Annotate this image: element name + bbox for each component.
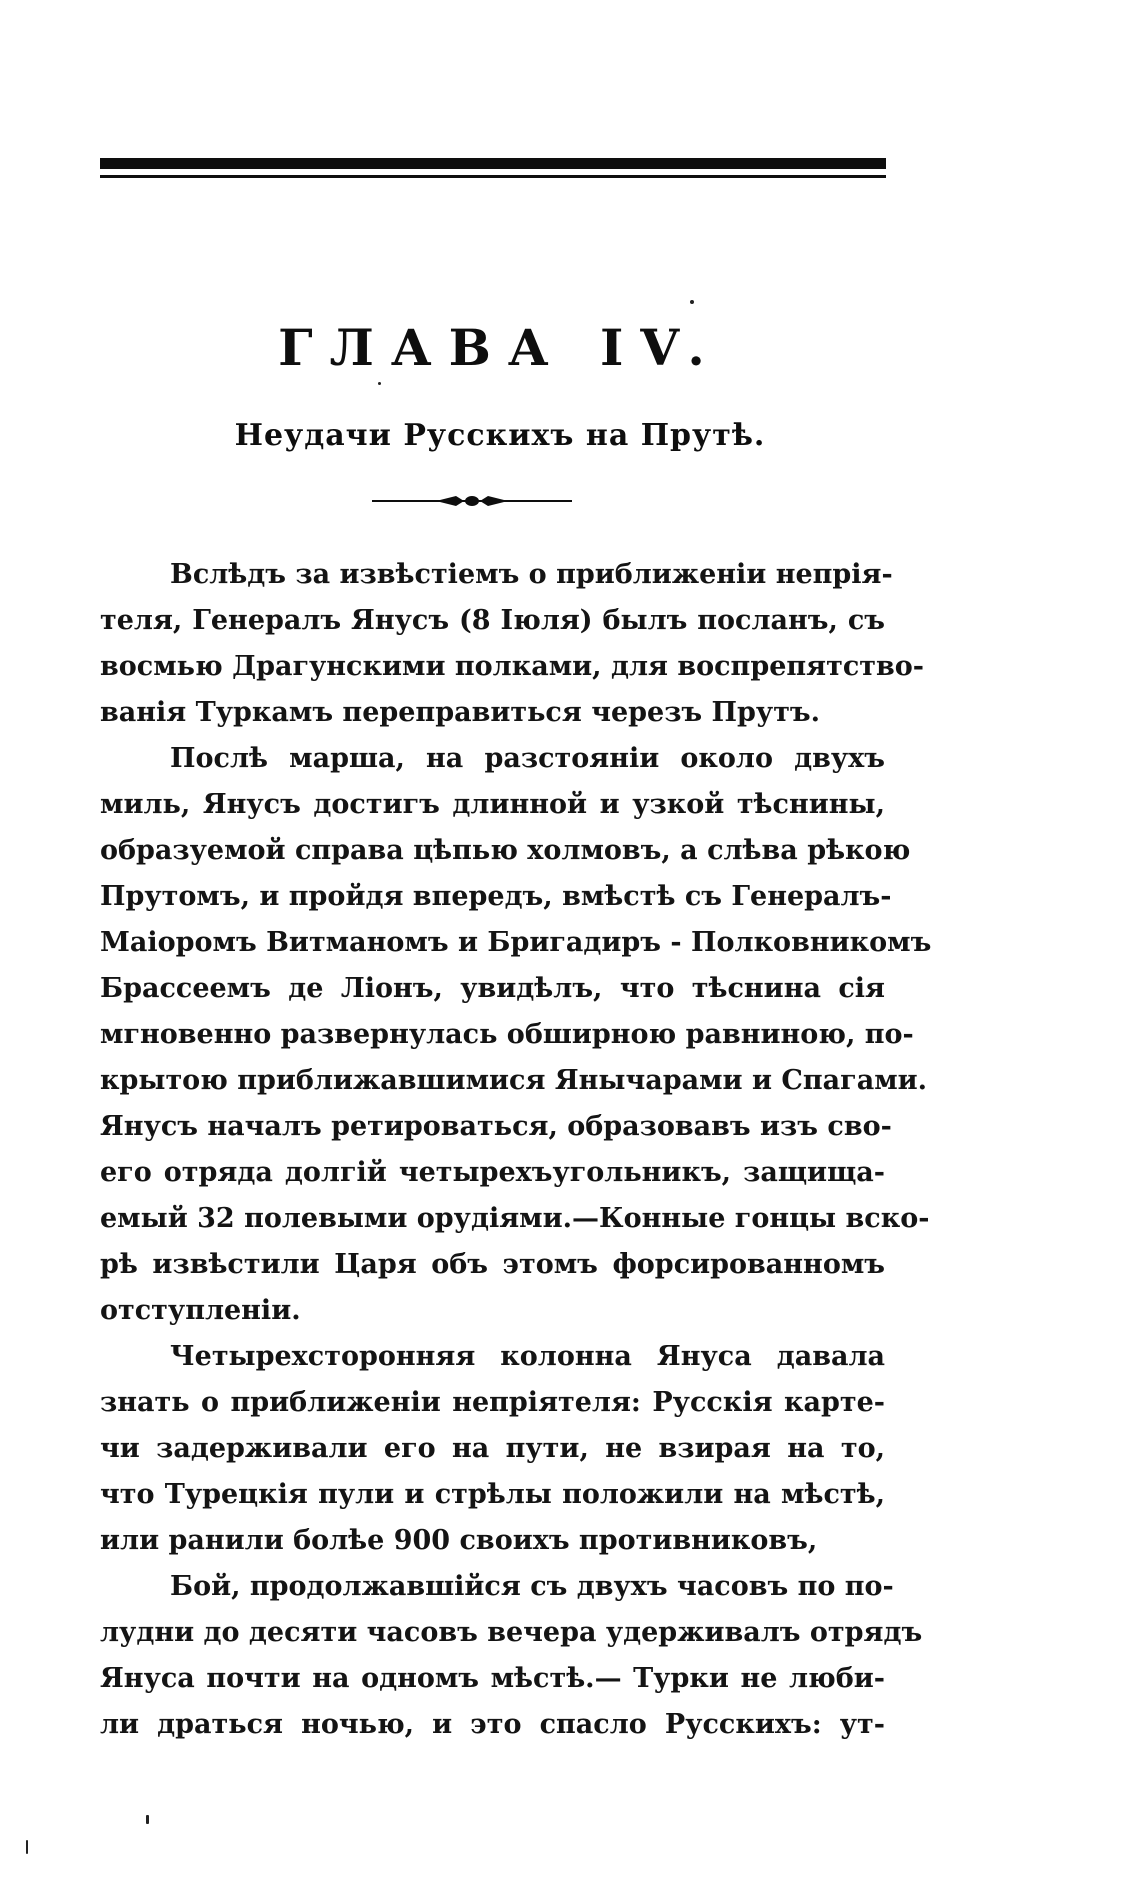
header-rule-thick — [100, 158, 886, 169]
chapter-title: ГЛАВА IV. — [278, 318, 722, 377]
text-line: Вслѣдъ за извѣстіемъ о приближеніи непрія- — [170, 559, 893, 590]
text-line: Послѣ марша, на разстояніи около двухъ — [170, 743, 885, 774]
chapter-subtitle: Неудачи Русскихъ на Прутѣ. — [234, 418, 766, 453]
text-line: миль, Янусъ достигъ длинной и узкой тѣснины, — [100, 789, 885, 820]
text-line: Бой, продолжавшійся съ двухъ часовъ по по- — [170, 1571, 894, 1602]
text-line: или ранили болѣе 900 своихъ противниковъ, — [100, 1525, 818, 1556]
text-line: Маіоромъ Витманомъ и Бригадиръ - Полковникомъ — [100, 927, 932, 958]
text-line: емый 32 полевыми орудіями.—Конные гонцы вско- — [100, 1203, 930, 1234]
text-line: Янусъ началъ ретироваться, образовавъ изъ сво- — [100, 1111, 892, 1142]
text-line: Брассеемъ де Ліонъ, увидѣлъ, что тѣснина сія — [100, 973, 885, 1004]
text-line: лудни до десяти часовъ вечера удерживалъ отрядъ — [100, 1617, 923, 1648]
text-line: образуемой справа цѣпью холмовъ, а слѣва рѣкою — [100, 835, 911, 866]
ornament-divider — [372, 494, 572, 508]
text-line: Януса почти на одномъ мѣстѣ.— Турки не люби- — [100, 1663, 885, 1694]
speck-mark — [146, 1815, 149, 1824]
speck-mark — [26, 1840, 28, 1854]
text-line: крытою приближавшимися Янычарами и Спагами. — [100, 1065, 928, 1096]
text-line: отступленіи. — [100, 1295, 301, 1326]
text-line: что Турецкія пули и стрѣлы положили на мѣстѣ, — [100, 1479, 885, 1510]
text-line: ли драться ночью, и это спасло Русскихъ: ут- — [100, 1709, 885, 1740]
text-line: ванія Туркамъ переправиться черезъ Прутъ. — [100, 697, 821, 728]
speck-mark — [690, 300, 694, 304]
text-line: восмью Драгунскими полками, для воспрепятство- — [100, 651, 924, 682]
text-line: чи задерживали его на пути, не взирая на то, — [100, 1433, 885, 1464]
speck-mark — [378, 382, 381, 385]
text-line: Четырехсторонняя колонна Януса давала — [170, 1341, 885, 1372]
text-line: его отряда долгій четырехъугольникъ, защища- — [100, 1157, 885, 1188]
text-line: теля, Генералъ Янусъ (8 Іюля) былъ посланъ, съ — [100, 605, 885, 636]
text-line: мгновенно развернулась обширною равниною, по- — [100, 1019, 914, 1050]
text-line: рѣ извѣстили Царя объ этомъ форсированномъ — [100, 1249, 885, 1280]
body-text — [100, 552, 932, 1748]
text-line: Прутомъ, и пройдя впередъ, вмѣстѣ съ Генералъ- — [100, 881, 892, 912]
header-rule-thin — [100, 175, 886, 178]
text-line: знать о приближеніи непріятеля: Русскія карте- — [100, 1387, 885, 1418]
